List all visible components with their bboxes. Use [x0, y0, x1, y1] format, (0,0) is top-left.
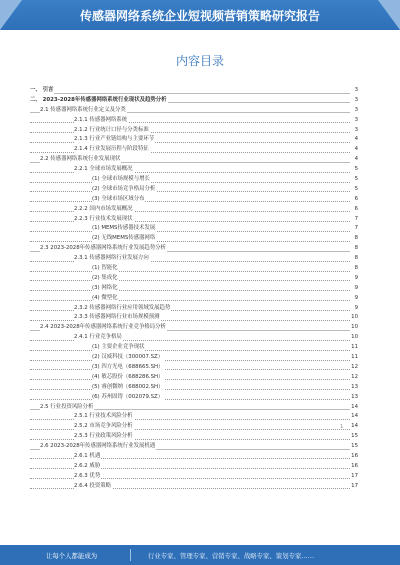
toc-entry-page: 16: [350, 462, 358, 472]
footer-tagline: 行业专家、管理专家、营销专家、战略专家、策划专家……: [148, 551, 315, 560]
toc-entry-label: 2.2.3 行业技术发展现状: [74, 215, 134, 225]
toc-entry-label: (4) 微型化: [92, 294, 119, 304]
toc-entry[interactable]: [30, 234, 358, 244]
toc-entry-page: 13: [350, 383, 358, 393]
toc-entry-page: 5: [354, 175, 358, 185]
toc-leader-line: [30, 350, 350, 351]
toc-entry[interactable]: [30, 462, 358, 472]
toc-leader-line: [30, 182, 350, 183]
toc-entry[interactable]: [30, 472, 358, 482]
toc-entry-label: (3) 网络化: [92, 284, 119, 294]
toc-entry-page: 15: [350, 432, 358, 442]
toc-leader-line: [30, 379, 350, 380]
toc-entry[interactable]: [30, 353, 358, 363]
toc-entry-page: 14: [350, 412, 358, 422]
toc-entry[interactable]: [30, 224, 358, 234]
toc-entry-page: 11: [350, 353, 358, 363]
toc-entry-label: 2.6.2 威胁: [74, 462, 101, 472]
toc-entry[interactable]: [30, 313, 358, 323]
toc-entry[interactable]: [30, 205, 358, 215]
toc-entry[interactable]: [30, 244, 358, 254]
toc-entry-label: 2.5 行业投资风险分析: [40, 403, 94, 413]
toc-leader-line: [30, 290, 350, 291]
toc-entry-label: (2) 无线MEMS传感器网络: [92, 234, 156, 244]
toc-leader-line: [30, 191, 350, 192]
toc-entry-page: 13: [350, 393, 358, 403]
toc-entry[interactable]: [30, 215, 358, 225]
toc-entry-label: 2.1.4 行业发展历程与阶段特征: [74, 145, 150, 155]
toc-entry-label: (6) 苏州固锝（002079.SZ）: [92, 393, 164, 403]
toc-entry[interactable]: [30, 403, 358, 413]
toc-entry-label: (5) 睿创微纳（688002.SH）: [92, 383, 164, 393]
header-banner: [0, 0, 400, 30]
toc-entry[interactable]: [30, 304, 358, 314]
toc-entry-page: 4: [354, 135, 358, 145]
toc-entry[interactable]: [30, 393, 358, 403]
toc-entry-page: 8: [354, 234, 358, 244]
toc-entry-label: (1) MEMS传感器技术发展: [92, 224, 156, 234]
toc-entry-page: 17: [350, 472, 358, 482]
toc-entry-label: 2.6 2023-2028年传感器网络系统行业发展机遇: [40, 442, 156, 452]
toc-entry-label: (4) 敏芯股份（688286.SH）: [92, 373, 164, 383]
toc-entry[interactable]: [30, 86, 358, 96]
footer-banner: [0, 545, 400, 565]
toc-entry[interactable]: [30, 106, 358, 116]
toc-leader-line: [30, 360, 350, 361]
toc-entry-label: 2.5.3 行业政策风险分析: [74, 432, 134, 442]
toc-entry[interactable]: [30, 135, 358, 145]
toc-entry[interactable]: [30, 343, 358, 353]
toc-leader-line: [30, 241, 350, 242]
toc-entry-page: 17: [350, 482, 358, 492]
toc-entry-label: 2.3 2023-2028年传感器网络系统行业发展趋势分析: [40, 244, 167, 254]
toc-entry[interactable]: [30, 323, 358, 333]
toc-entry-page: 3: [354, 116, 358, 126]
toc-entry[interactable]: [30, 274, 358, 284]
toc-entry-page: 4: [354, 155, 358, 165]
toc-entry-page: 10: [350, 333, 358, 343]
toc-entry-label: 2.6.4 投资策略: [74, 482, 112, 492]
toc-entry-page: 12: [350, 363, 358, 373]
toc-entry[interactable]: [30, 412, 358, 422]
toc-leader-line: [30, 389, 350, 390]
toc-leader-line: [30, 231, 350, 232]
toc-entry-label: 2.6.1 机遇: [74, 452, 101, 462]
toc-entry[interactable]: [30, 333, 358, 343]
toc-entry-page: 10: [350, 313, 358, 323]
toc-entry[interactable]: [30, 116, 358, 126]
toc-entry-label: 2.5.1 行业技术风险分析: [74, 412, 134, 422]
toc-entry-page: 8: [354, 264, 358, 274]
toc-entry[interactable]: [30, 482, 358, 492]
toc-entry-label: (2) 全球市场竞争格局分析: [92, 185, 156, 195]
toc-entry-label: 二、 2023-2028年传感器网络系统行业现状及趋势分析: [30, 96, 168, 106]
table-of-contents: [30, 86, 358, 492]
toc-entry-page: 3: [354, 126, 358, 136]
toc-leader-line: [30, 271, 350, 272]
toc-entry-label: 2.3.1 传感器网络行业发展方向: [74, 254, 150, 264]
toc-entry-page: 7: [354, 224, 358, 234]
toc-entry-label: 2.1 传感器网络系统行业定义及分类: [40, 106, 127, 116]
toc-leader-line: [30, 369, 350, 370]
toc-entry-label: 2.2.2 国内市场发展概况: [74, 205, 134, 215]
toc-entry-page: 14: [350, 422, 358, 432]
toc-entry[interactable]: [30, 432, 358, 442]
toc-leader-line: [30, 399, 350, 400]
toc-entry-label: (3) 四方光电（688665.SH）: [92, 363, 164, 373]
toc-entry-page: 3: [354, 86, 358, 96]
toc-entry-page: 6: [354, 195, 358, 205]
toc-entry-label: 2.1.3 行业产业链结构与主要环节: [74, 135, 155, 145]
toc-leader-line: [30, 201, 350, 202]
toc-entry-page: 11: [350, 343, 358, 353]
toc-entry[interactable]: [30, 185, 358, 195]
toc-entry-label: 2.2 传感器网络系统行业发展现状: [40, 155, 121, 165]
toc-entry-page: 9: [354, 274, 358, 284]
toc-entry-page: 9: [354, 284, 358, 294]
toc-entry[interactable]: [30, 126, 358, 136]
toc-entry[interactable]: [30, 195, 358, 205]
toc-entry-label: 2.3.2 传感器网络行业应用领域发展趋势: [74, 304, 171, 314]
toc-entry-page: 9: [354, 294, 358, 304]
toc-entry-page: 10: [350, 323, 358, 333]
footer-divider: [130, 549, 131, 561]
toc-entry-label: (1) 全球市场规模与增长: [92, 175, 151, 185]
toc-entry-page: 15: [350, 442, 358, 452]
toc-entry[interactable]: [30, 373, 358, 383]
toc-entry-label: 2.1.1 传感器网络系统: [74, 116, 128, 126]
toc-entry-label: (2) 汉威科技（300007.SZ）: [92, 353, 164, 363]
toc-entry-page: 9: [354, 304, 358, 314]
toc-entry[interactable]: [30, 284, 358, 294]
toc-entry-page: 7: [354, 215, 358, 225]
toc-entry-label: (1) 智能化: [92, 264, 119, 274]
toc-entry-page: 3: [354, 96, 358, 106]
toc-entry-label: 2.1.2 行业统计口径与分类标准: [74, 126, 150, 136]
toc-entry-page: 6: [354, 205, 358, 215]
toc-entry-label: 一、 引言: [30, 86, 54, 96]
footer-slogan: 让每个人都能成为: [46, 551, 98, 560]
banner-corner-right: [378, 0, 400, 30]
banner-corner-left: [0, 0, 22, 30]
toc-entry-page: 4: [354, 145, 358, 155]
toc-entry-label: 2.4.1 行业竞争格局: [74, 333, 123, 343]
toc-entry[interactable]: [30, 155, 358, 165]
toc-entry[interactable]: [30, 422, 358, 432]
toc-entry-page: 3: [354, 106, 358, 116]
toc-entry[interactable]: [30, 175, 358, 185]
toc-entry-label: (2) 集成化: [92, 274, 119, 284]
toc-entry-page: 5: [354, 165, 358, 175]
toc-entry[interactable]: [30, 165, 358, 175]
toc-entry[interactable]: [30, 442, 358, 452]
report-title: 传感器网络系统企业短视频营销策略研究报告: [79, 8, 320, 23]
toc-leader-line: [30, 93, 350, 94]
toc-entry-label: 2.6.3 优势: [74, 472, 101, 482]
toc-leader-line: [30, 280, 350, 281]
toc-entry[interactable]: [30, 383, 358, 393]
toc-entry[interactable]: [30, 452, 358, 462]
toc-entry[interactable]: [30, 254, 358, 264]
toc-leader-line: [30, 300, 350, 301]
toc-entry-label: (3) 全球市场区域分布: [92, 195, 145, 205]
toc-entry[interactable]: [30, 96, 358, 106]
toc-entry-page: 5: [354, 185, 358, 195]
toc-entry-label: 2.3.3 传感器网络行业市场规模预测: [74, 313, 161, 323]
toc-entry-page: 14: [350, 403, 358, 413]
toc-entry-page: 12: [350, 373, 358, 383]
toc-entry[interactable]: [30, 264, 358, 274]
page-number: 1: [340, 424, 344, 430]
toc-entry[interactable]: [30, 145, 358, 155]
toc-entry-label: 2.2.1 全球市场发展概况: [74, 165, 134, 175]
toc-entry-label: 2.5.2 市场竞争风险分析: [74, 422, 134, 432]
toc-entry[interactable]: [30, 363, 358, 373]
toc-entry-label: (1) 主要企业竞争现状: [92, 343, 145, 353]
toc-entry-page: 8: [354, 244, 358, 254]
toc-entry-page: 8: [354, 254, 358, 264]
toc-entry-label: 2.4 2023-2028年传感器网络系统行业竞争格局分析: [40, 323, 167, 333]
toc-heading: 内容目录: [175, 54, 224, 68]
toc-entry[interactable]: [30, 294, 358, 304]
toc-entry-page: 16: [350, 452, 358, 462]
